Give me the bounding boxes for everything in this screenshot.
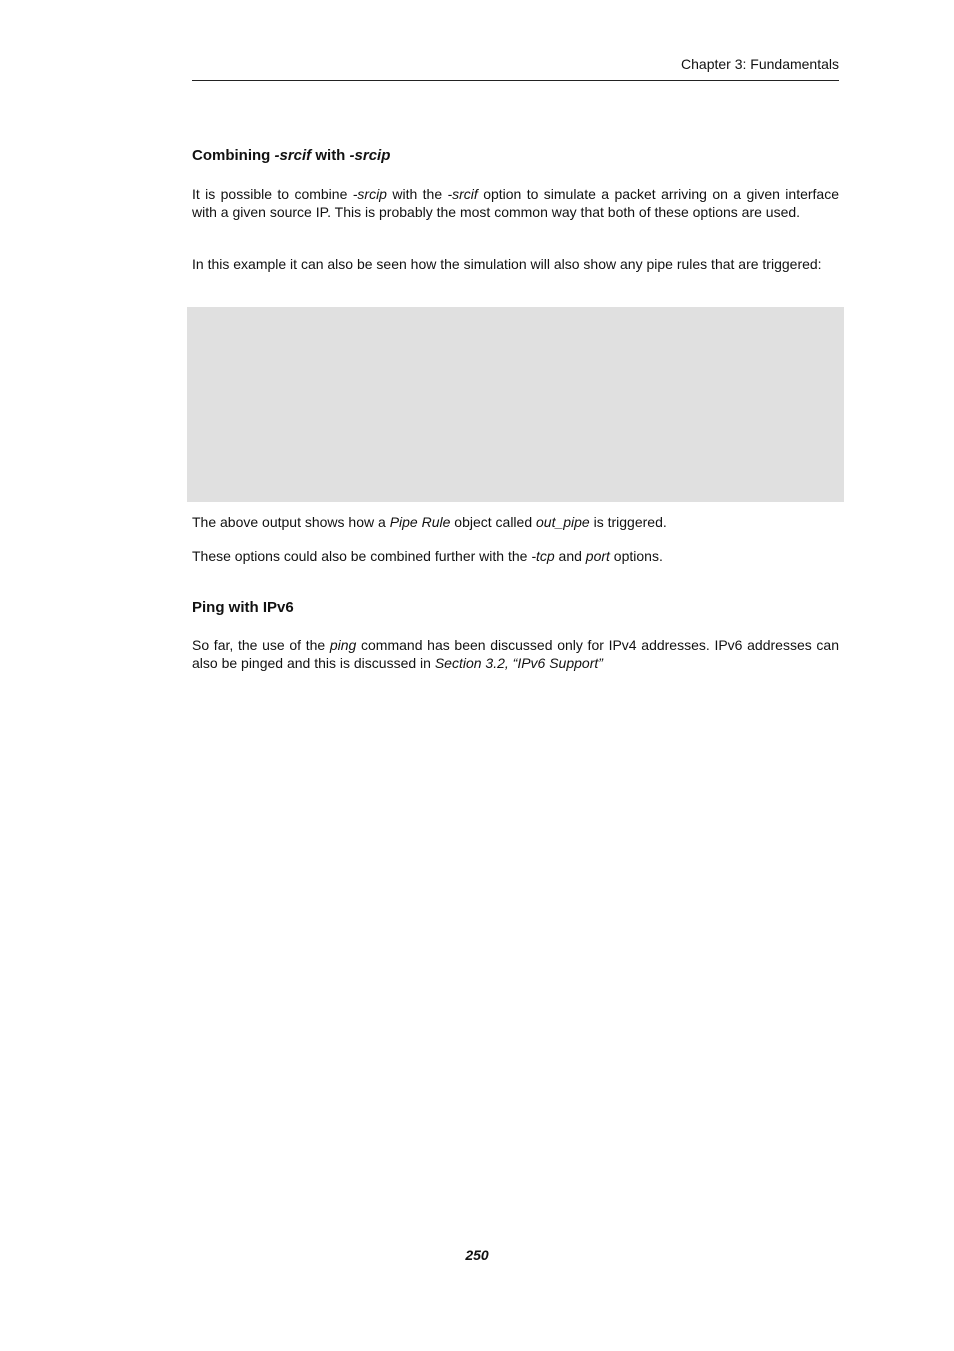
section-heading-ping-ipv6: Ping with IPv6	[192, 599, 294, 616]
code-output-block	[187, 307, 844, 502]
header-divider	[192, 80, 839, 81]
paragraph-output-explanation: The above output shows how a Pipe Rule object called out_pipe is triggered.	[192, 514, 667, 530]
chapter-title: Chapter 3: Fundamentals	[681, 56, 839, 72]
paragraph-further-options: These options could also be combined further with the -tcp and port options.	[192, 548, 663, 564]
section-heading-combining: Combining -srcif with -srcip	[192, 147, 391, 164]
section-reference-link[interactable]: Section 3.2, “IPv6 Support”	[434, 655, 603, 671]
running-header	[192, 55, 839, 73]
paragraph-combine-options: It is possible to combine -srcip with the -srcif option to simulate a packet arriving on a given interface with a given source IP. This is probably the most common way that both of these options are used.	[192, 186, 840, 220]
paragraph-ping-ipv6: So far, the use of the ping command has been discussed only for IPv4 addresses. IPv6 addresses can also be pinged and this is discussed in Section 3.2, “IPv6 Support”	[192, 637, 839, 671]
paragraph-pipe-rules: In this example it can also be seen how the simulation will also show any pipe rules that are triggered:	[192, 256, 822, 272]
page-number: 250	[465, 1247, 489, 1263]
